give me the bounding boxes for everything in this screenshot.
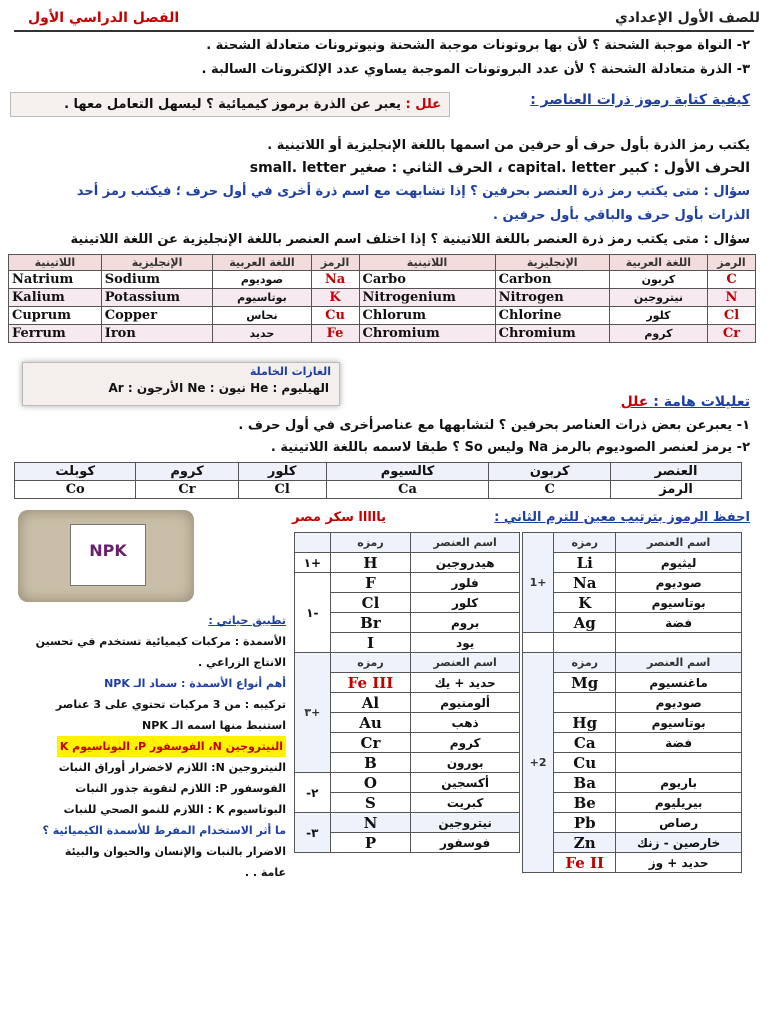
cell: Ag — [554, 613, 616, 633]
notes-title — [621, 394, 750, 410]
arabic-cell: بوتاسيوم — [213, 289, 311, 307]
cell: Br — [330, 613, 411, 633]
table-row — [295, 573, 520, 593]
cell: رمزه — [554, 653, 616, 673]
cell — [554, 633, 616, 653]
memorize-title: احفظ الرموز بترتيب معين للترم الثاني : — [494, 510, 750, 525]
table-row — [523, 813, 742, 833]
cell: Ca — [554, 733, 616, 753]
cell: كروم — [136, 463, 238, 481]
header-cell: اللغة العربية — [213, 255, 311, 271]
valency-label: 2+ — [523, 653, 554, 873]
cell: صوديوم — [616, 693, 742, 713]
cell: K — [554, 593, 616, 613]
cell: B — [330, 753, 411, 773]
side-title: تطبيق حياتي : — [208, 614, 286, 627]
side-line-highlight: النيتروجين N، الفوسفور P، البوتاسيوم K — [57, 736, 286, 757]
cell: ليثيوم — [616, 553, 742, 573]
cell: Mg — [554, 673, 616, 693]
cell: فضة — [616, 733, 742, 753]
table-row — [523, 593, 742, 613]
header-cell: الإنجليزية — [495, 255, 609, 271]
symbols-section-title: كيفية كتابة رموز ذرات العناصر : — [530, 92, 750, 108]
table-row — [523, 773, 742, 793]
table-row — [295, 553, 520, 573]
term-header: الفصل الدراسي الأول — [28, 10, 180, 26]
valency-table-right — [522, 532, 742, 873]
header-cell: الرمز — [707, 255, 755, 271]
notes-label: علل — [620, 394, 649, 410]
table-row — [15, 463, 742, 481]
cell: H — [330, 553, 411, 573]
english-cell: Iron — [101, 325, 213, 343]
cell: بيريليوم — [616, 793, 742, 813]
cell: كربون — [489, 463, 611, 481]
cell: رصاص — [616, 813, 742, 833]
cell: Cl — [330, 593, 411, 613]
cell: صوديوم — [616, 573, 742, 593]
reason-text: يعبر عن الذرة برموز كيميائية ؟ ليسهل التعامل معها . — [64, 97, 401, 112]
cell: كلور — [411, 593, 520, 613]
table-row — [523, 733, 742, 753]
table-row — [9, 289, 756, 307]
symbol-cell: Cu — [311, 307, 359, 325]
arabic-cell: كروم — [609, 325, 707, 343]
latin-cell: Nitrogenium — [359, 289, 495, 307]
cell: Be — [554, 793, 616, 813]
cell: ألومنيوم — [411, 693, 520, 713]
cell: Cl — [238, 481, 326, 499]
table-row — [295, 653, 520, 673]
table-row — [295, 533, 520, 553]
cell: Au — [330, 713, 411, 733]
cell: يود — [411, 633, 520, 653]
latin-cell: Chromium — [359, 325, 495, 343]
header-cell: الرمز — [311, 255, 359, 271]
cell: اسم العنصر — [411, 533, 520, 553]
cell: اسم العنصر — [411, 653, 520, 673]
grade-header: للصف الأول الإعدادي — [615, 10, 760, 26]
cell: P — [330, 833, 411, 853]
cell: Ca — [326, 481, 489, 499]
noble-gases-title: الغازات الخاملة — [249, 365, 331, 378]
table-row — [523, 653, 742, 673]
cell: فلور — [411, 573, 520, 593]
cell: Na — [554, 573, 616, 593]
cell: Ba — [554, 773, 616, 793]
table-row — [9, 325, 756, 343]
cell: Hg — [554, 713, 616, 733]
cell: ماغنسيوم — [616, 673, 742, 693]
valency-label: +٣ — [295, 653, 331, 773]
table-row — [523, 553, 742, 573]
latin-names-table — [8, 254, 756, 343]
cell: O — [330, 773, 411, 793]
english-cell: Sodium — [101, 271, 213, 289]
latin-cell: Cuprum — [9, 307, 102, 325]
bag-label-panel — [70, 524, 146, 586]
cell: ذهب — [411, 713, 520, 733]
english-cell: Chlorine — [495, 307, 609, 325]
arabic-cell: كربون — [609, 271, 707, 289]
note-1: ١- يعبرعن بعض ذرات العناصر بحرفين ؟ لتشابهها مع عناصرأخرى في أول حرف . — [238, 418, 750, 433]
cell: S — [330, 793, 411, 813]
valency-label: +1 — [523, 533, 554, 633]
arabic-cell: كلور — [609, 307, 707, 325]
symbol-cell: Cl — [707, 307, 755, 325]
english-cell: Potassium — [101, 289, 213, 307]
cell — [554, 693, 616, 713]
cell — [616, 633, 742, 653]
symbol-cell: Na — [311, 271, 359, 289]
symbol-cell: N — [707, 289, 755, 307]
letter-case-rule: الحرف الأول : كبير capital. letter ، الحرف الثاني : صغير small. letter — [249, 160, 750, 176]
cell: Li — [554, 553, 616, 573]
header-cell: اللاتينية — [9, 255, 102, 271]
cell: Al — [330, 693, 411, 713]
cell: اسم العنصر — [616, 533, 742, 553]
english-cell: Carbon — [495, 271, 609, 289]
life-application — [14, 610, 286, 883]
latin-cell: Kalium — [9, 289, 102, 307]
question-1: سؤال : متى يكتب رمز ذرة العنصر بحرفين ؟ إذا تشابهت مع اسم ذرة أخرى في أول حرف ؛ فيكتب رمز أحد — [76, 184, 750, 199]
table-row — [523, 573, 742, 593]
cell: كروم — [411, 733, 520, 753]
latin-cell: Carbo — [359, 271, 495, 289]
cell: فضة — [616, 613, 742, 633]
cell: فوسفور — [411, 833, 520, 853]
cell — [295, 533, 331, 553]
notes-title-text: تعليلات هامة : — [653, 394, 750, 410]
element-symbol-table — [14, 462, 742, 499]
table-row — [15, 481, 742, 499]
reason-note — [10, 92, 450, 117]
cell: أكسجين — [411, 773, 520, 793]
arabic-cell: حديد — [213, 325, 311, 343]
english-cell: Chromium — [495, 325, 609, 343]
cell: كلور — [238, 463, 326, 481]
header-cell: اللغة العربية — [609, 255, 707, 271]
memorize-tagline: يااااا سكر مصر — [292, 510, 387, 525]
side-line: عامة . . — [244, 866, 286, 879]
cell: Fe II — [554, 853, 616, 873]
side-line: البوتاسيوم K : اللازم للنمو الصحي للنبات — [63, 803, 286, 816]
cell: رمزه — [554, 533, 616, 553]
symbol-rule: يكتب رمز الذرة بأول حرف أو حرفين من اسمها باللغة الإنجليزية أو اللاتينية . — [267, 138, 750, 153]
side-line: الانتاج الزراعي . — [198, 656, 286, 669]
cell: بورون — [411, 753, 520, 773]
side-line: أهم أنواع الأسمدة : سماد الـ NPK — [104, 677, 286, 690]
question-2: سؤال : متى يكتب رمز ذرة العنصر باللغة اللاتينية ؟ إذا اختلف اسم العنصر باللغة الإنجليزية عن اللغة اللاتينية — [70, 232, 750, 247]
side-line: ما أثر الاستخدام المفرط للأسمدة الكيميائية ؟ — [42, 824, 286, 837]
latin-cell: Natrium — [9, 271, 102, 289]
arabic-cell: نحاس — [213, 307, 311, 325]
valency-table-left — [294, 532, 520, 853]
cell: N — [330, 813, 411, 833]
side-line: استنبط منها اسمه الـ NPK — [142, 719, 286, 732]
cell: I — [330, 633, 411, 653]
latin-cell: Chlorum — [359, 307, 495, 325]
english-cell: Copper — [101, 307, 213, 325]
cell: الرمز — [611, 481, 742, 499]
latin-cell: Ferrum — [9, 325, 102, 343]
valency-label: ٢- — [295, 773, 331, 813]
cell — [523, 633, 554, 653]
noble-gases-list: الهيليوم : He نيون : Ne الأرجون : Ar — [108, 381, 329, 395]
cell: نيتروجين — [411, 813, 520, 833]
symbol-cell: C — [707, 271, 755, 289]
table-row — [523, 833, 742, 853]
cell: باريوم — [616, 773, 742, 793]
cell: Fe III — [330, 673, 411, 693]
symbol-cell: K — [311, 289, 359, 307]
cell: كوبلت — [15, 463, 136, 481]
valency-label: +١ — [295, 553, 331, 573]
cell: Zn — [554, 833, 616, 853]
cell: رمزه — [330, 653, 411, 673]
table-row — [523, 673, 742, 693]
intro-line-3: ٣- الذرة متعادلة الشحنة ؟ لأن عدد البروتونات الموجبة يساوي عدد الإلكترونات السالبة . — [201, 62, 750, 77]
arabic-cell: نيتروجين — [609, 289, 707, 307]
table-row — [523, 753, 742, 773]
cell: خارصين - زنك — [616, 833, 742, 853]
table-row — [523, 613, 742, 633]
english-cell: Nitrogen — [495, 289, 609, 307]
note-2: ٢- يرمز لعنصر الصوديوم بالرمز Na وليس So ؟ طبقا لاسمه باللغة اللاتينية . — [270, 440, 750, 455]
symbol-cell: Fe — [311, 325, 359, 343]
table-row — [523, 793, 742, 813]
symbol-cell: Cr — [707, 325, 755, 343]
table-row — [523, 633, 742, 653]
cell: حديد + يك — [411, 673, 520, 693]
header-cell: اللاتينية — [359, 255, 495, 271]
noble-gases-box — [22, 362, 340, 406]
cell: العنصر — [611, 463, 742, 481]
table-row — [523, 533, 742, 553]
side-line: الأسمدة : مركبات كيميائية تستخدم في تحسين — [35, 635, 286, 648]
cell: بروم — [411, 613, 520, 633]
cell: اسم العنصر — [616, 653, 742, 673]
intro-line-2: ٢- النواة موجبة الشحنة ؟ لأن بها بروتونات موجبة الشحنة ونيوترونات متعادلة الشحنة . — [206, 38, 750, 53]
cell: C — [489, 481, 611, 499]
table-row — [295, 813, 520, 833]
cell: حديد + وز — [616, 853, 742, 873]
cell: كبريت — [411, 793, 520, 813]
cell — [616, 753, 742, 773]
cell: Cu — [554, 753, 616, 773]
cell: كالسيوم — [326, 463, 489, 481]
side-line: الفوسفور P: اللازم لتقوية جذور النبات — [75, 782, 286, 795]
cell: Cr — [136, 481, 238, 499]
reason-label: علل : — [405, 97, 441, 112]
table-row — [523, 693, 742, 713]
cell: بوتاسيوم — [616, 593, 742, 613]
table-row — [9, 271, 756, 289]
bag-label-text: NPK — [89, 541, 127, 560]
header-cell: الإنجليزية — [101, 255, 213, 271]
arabic-cell: صوديوم — [213, 271, 311, 289]
cell: Pb — [554, 813, 616, 833]
cell: Cr — [330, 733, 411, 753]
table-row — [523, 853, 742, 873]
table-row — [9, 307, 756, 325]
side-line: الاضرار بالنبات والإنسان والحيوان والبيئة — [64, 845, 286, 858]
fertilizer-bag-image — [18, 510, 194, 602]
valency-label: ٣- — [295, 813, 331, 853]
header-divider — [14, 30, 754, 32]
valency-label: -١ — [295, 573, 331, 653]
side-line: تركيبه : من 3 مركبات تحتوي على 3 عناصر — [55, 698, 286, 711]
cell: رمزه — [330, 533, 411, 553]
cell: Co — [15, 481, 136, 499]
table-row — [295, 773, 520, 793]
cell: هيدروجين — [411, 553, 520, 573]
table-row — [523, 713, 742, 733]
cell: بوتاسيوم — [616, 713, 742, 733]
side-line: النيتروجين N: اللازم لاخضرار أوراق النبات — [58, 761, 286, 774]
cell: F — [330, 573, 411, 593]
question-1b: الذرات بأول حرف والباقي بأول حرفين . — [493, 208, 750, 223]
